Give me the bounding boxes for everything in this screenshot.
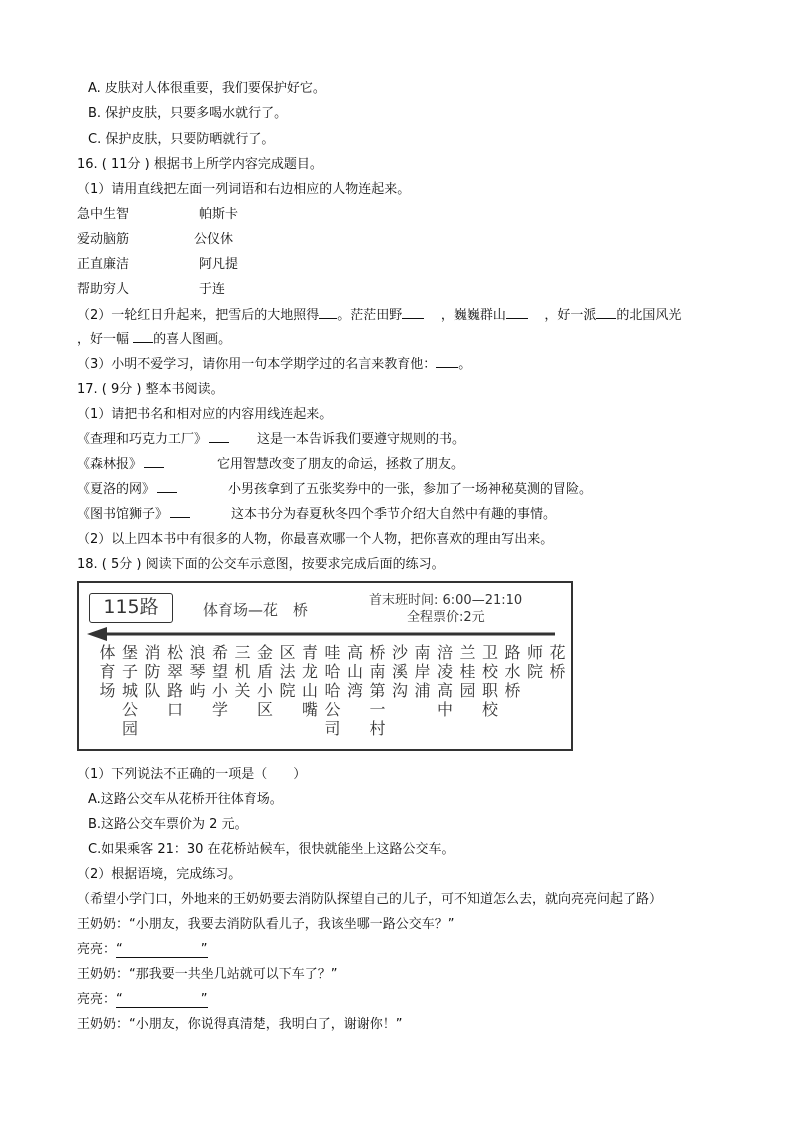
q17-book-2 <box>77 457 164 473</box>
q16-part2-line2-text-a: ，好一幅 <box>77 332 130 347</box>
bus-schedule: 首末班时间: 6:00—21:10 <box>369 593 523 608</box>
bus-stop: 体育场 <box>99 643 116 700</box>
q17-heading: 17. ( 9分 ) 整本书阅读。 <box>77 382 224 397</box>
book-title: 《夏洛的网》 <box>77 482 156 497</box>
q17-book-desc-4: 这本书分为春夏秋冬四个季节介绍大自然中有趣的事情。 <box>231 507 557 522</box>
bus-stop: 南岸浦 <box>414 643 431 700</box>
q18-option-b: B.这路公交车票价为 2 元。 <box>88 817 248 832</box>
q17-book-desc-1: 这是一本告诉我们要遵守规则的书。 <box>257 432 466 447</box>
q16-part2-line1 <box>77 308 681 324</box>
bus-stop: 希望小学 <box>211 643 228 719</box>
q16-match-left-4: 帮助穷人 <box>77 282 130 297</box>
bus-route-number: 115路 <box>89 593 173 623</box>
bus-stop: 涪凌高中 <box>436 643 453 719</box>
dialog-text: “那我要一共坐几站就可以下车了？” <box>129 967 338 982</box>
q18-part1: （1）下列说法不正确的一项是（ ） <box>77 767 307 782</box>
q16-part2-text-c: ，巍巍群山 <box>440 308 506 323</box>
q18-heading: 18. ( 5分 ) 阅读下面的公交车示意图，按要求完成后面的练习。 <box>77 557 445 572</box>
bus-stop: 区法院 <box>279 643 296 700</box>
q16-part2-text-d: ，好一派 <box>544 308 597 323</box>
q18-context: （希望小学门口，外地来的王奶奶要去消防队探望自己的儿子，可不知道怎么去，就向亮亮问起了路） <box>77 892 663 907</box>
dialog-speaker: 亮亮： <box>77 942 117 957</box>
dialog-speaker: 王奶奶： <box>77 1017 130 1032</box>
answer-blank[interactable]: “ ” <box>116 992 208 1007</box>
q17-book-desc-3: 小男孩拿到了五张奖券中的一张，参加了一场神秘莫测的冒险。 <box>228 482 593 497</box>
direction-arrow-icon <box>87 626 565 642</box>
q17-book-4 <box>77 507 190 523</box>
dialog-speaker: 王奶奶： <box>77 967 130 982</box>
bus-stop: 兰桂园 <box>459 643 476 700</box>
q16-part2-line2 <box>77 332 231 348</box>
bus-stop: 卫校职校 <box>481 643 498 719</box>
bus-stop: 堡子城公园 <box>121 643 138 738</box>
q17-part1: （1）请把书名和相对应的内容用线连起来。 <box>77 407 333 422</box>
q17-book-1 <box>77 432 229 448</box>
q16-part3-text-b: 。 <box>458 357 472 372</box>
q16-match-right-3: 阿凡提 <box>199 257 239 272</box>
q16-part2-text-b: 。茫茫田野 <box>337 308 403 323</box>
dialog-text: “小朋友，我要去消防队看儿子，我该坐哪一路公交车？” <box>129 917 455 932</box>
q15-option-c: C. 保护皮肤，只要防晒就行了。 <box>88 132 275 147</box>
q18-part2: （2）根据语境，完成练习。 <box>77 867 242 882</box>
q18-dialog-2 <box>77 942 208 958</box>
q16-match-right-4: 于连 <box>199 282 226 297</box>
bus-stop: 哇哈哈公司 <box>324 643 341 738</box>
q15-option-b: B. 保护皮肤，只要多喝水就行了。 <box>88 106 288 121</box>
bus-stop: 金盾小区 <box>256 643 273 719</box>
q17-book-desc-2: 它用智慧改变了朋友的命运，拯救了朋友。 <box>217 457 465 472</box>
q16-match-right-2: 公仪休 <box>194 232 234 247</box>
book-title: 《查理和巧克力工厂》 <box>77 432 208 447</box>
bus-fare: 全程票价:2元 <box>407 610 485 625</box>
q16-part3 <box>77 357 471 373</box>
bus-stop: 桥南第一村 <box>369 643 386 738</box>
answer-blank[interactable] <box>506 318 528 319</box>
q16-match-left-1: 急中生智 <box>77 207 130 222</box>
dialog-speaker: 王奶奶： <box>77 917 130 932</box>
bus-terminals: 体育场—花 桥 <box>203 601 309 619</box>
book-title: 《图书馆狮子》 <box>77 507 169 522</box>
q16-part3-text-a: （3）小明不爱学习，请你用一句本学期学过的名言来教育他： <box>77 357 437 372</box>
q18-option-c: C.如果乘客 21：30 在花桥站候车，很快就能坐上这路公交车。 <box>88 842 455 857</box>
answer-blank[interactable] <box>596 318 616 319</box>
q18-dialog-3 <box>77 967 338 983</box>
answer-blank[interactable] <box>209 442 229 443</box>
answer-blank[interactable] <box>319 318 337 319</box>
bus-stop: 青龙山嘴 <box>301 643 318 719</box>
q18-option-a: A.这路公交车从花桥开往体育场。 <box>88 792 283 807</box>
answer-blank[interactable]: “ ” <box>116 942 208 957</box>
q16-match-right-1: 帕斯卡 <box>199 207 239 222</box>
bus-stop: 松翠路口 <box>166 643 183 719</box>
q16-part1: （1）请用直线把左面一列词语和右边相应的人物连起来。 <box>77 182 411 197</box>
bus-stop: 浪琴屿 <box>189 643 206 700</box>
bus-stop: 师院 <box>526 643 543 681</box>
q16-part2-line2-text-b: 的喜人图画。 <box>153 332 232 347</box>
dialog-speaker: 亮亮： <box>77 992 117 1007</box>
answer-blank[interactable] <box>144 467 164 468</box>
answer-blank[interactable] <box>170 517 190 518</box>
q17-part2: （2）以上四本书中有很多的人物，你最喜欢哪一个人物，把你喜欢的理由写出来。 <box>77 532 554 547</box>
bus-stop: 花桥 <box>549 643 566 681</box>
q18-dialog-5 <box>77 1017 403 1033</box>
q18-dialog-1 <box>77 917 455 933</box>
answer-blank[interactable] <box>436 367 458 368</box>
bus-stop: 消防队 <box>144 643 161 700</box>
book-title: 《森林报》 <box>77 457 143 472</box>
bus-stop: 沙溪沟 <box>391 643 408 700</box>
bus-route-diagram <box>77 581 573 751</box>
q18-dialog-4 <box>77 992 208 1008</box>
q16-heading: 16. ( 11分 ) 根据书上所学内容完成题目。 <box>77 157 323 172</box>
bus-stop: 路水桥 <box>504 643 521 700</box>
q16-part2-text-a: （2）一轮红日升起来，把雪后的大地照得 <box>77 308 320 323</box>
q15-option-a: A. 皮肤对人体很重要，我们要保护好它。 <box>88 81 326 96</box>
q16-match-left-3: 正直廉洁 <box>77 257 130 272</box>
q16-part2-text-e: 的北国风光 <box>616 308 682 323</box>
q16-match-left-2: 爱动脑筋 <box>77 232 130 247</box>
q17-book-3 <box>77 482 177 498</box>
dialog-text: “小朋友，你说得真清楚，我明白了，谢谢你！” <box>129 1017 403 1032</box>
answer-blank[interactable] <box>402 318 424 319</box>
bus-stop: 三机关 <box>234 643 251 700</box>
answer-blank[interactable] <box>133 342 153 343</box>
answer-blank[interactable] <box>157 492 177 493</box>
bus-stop: 高山湾 <box>346 643 363 700</box>
